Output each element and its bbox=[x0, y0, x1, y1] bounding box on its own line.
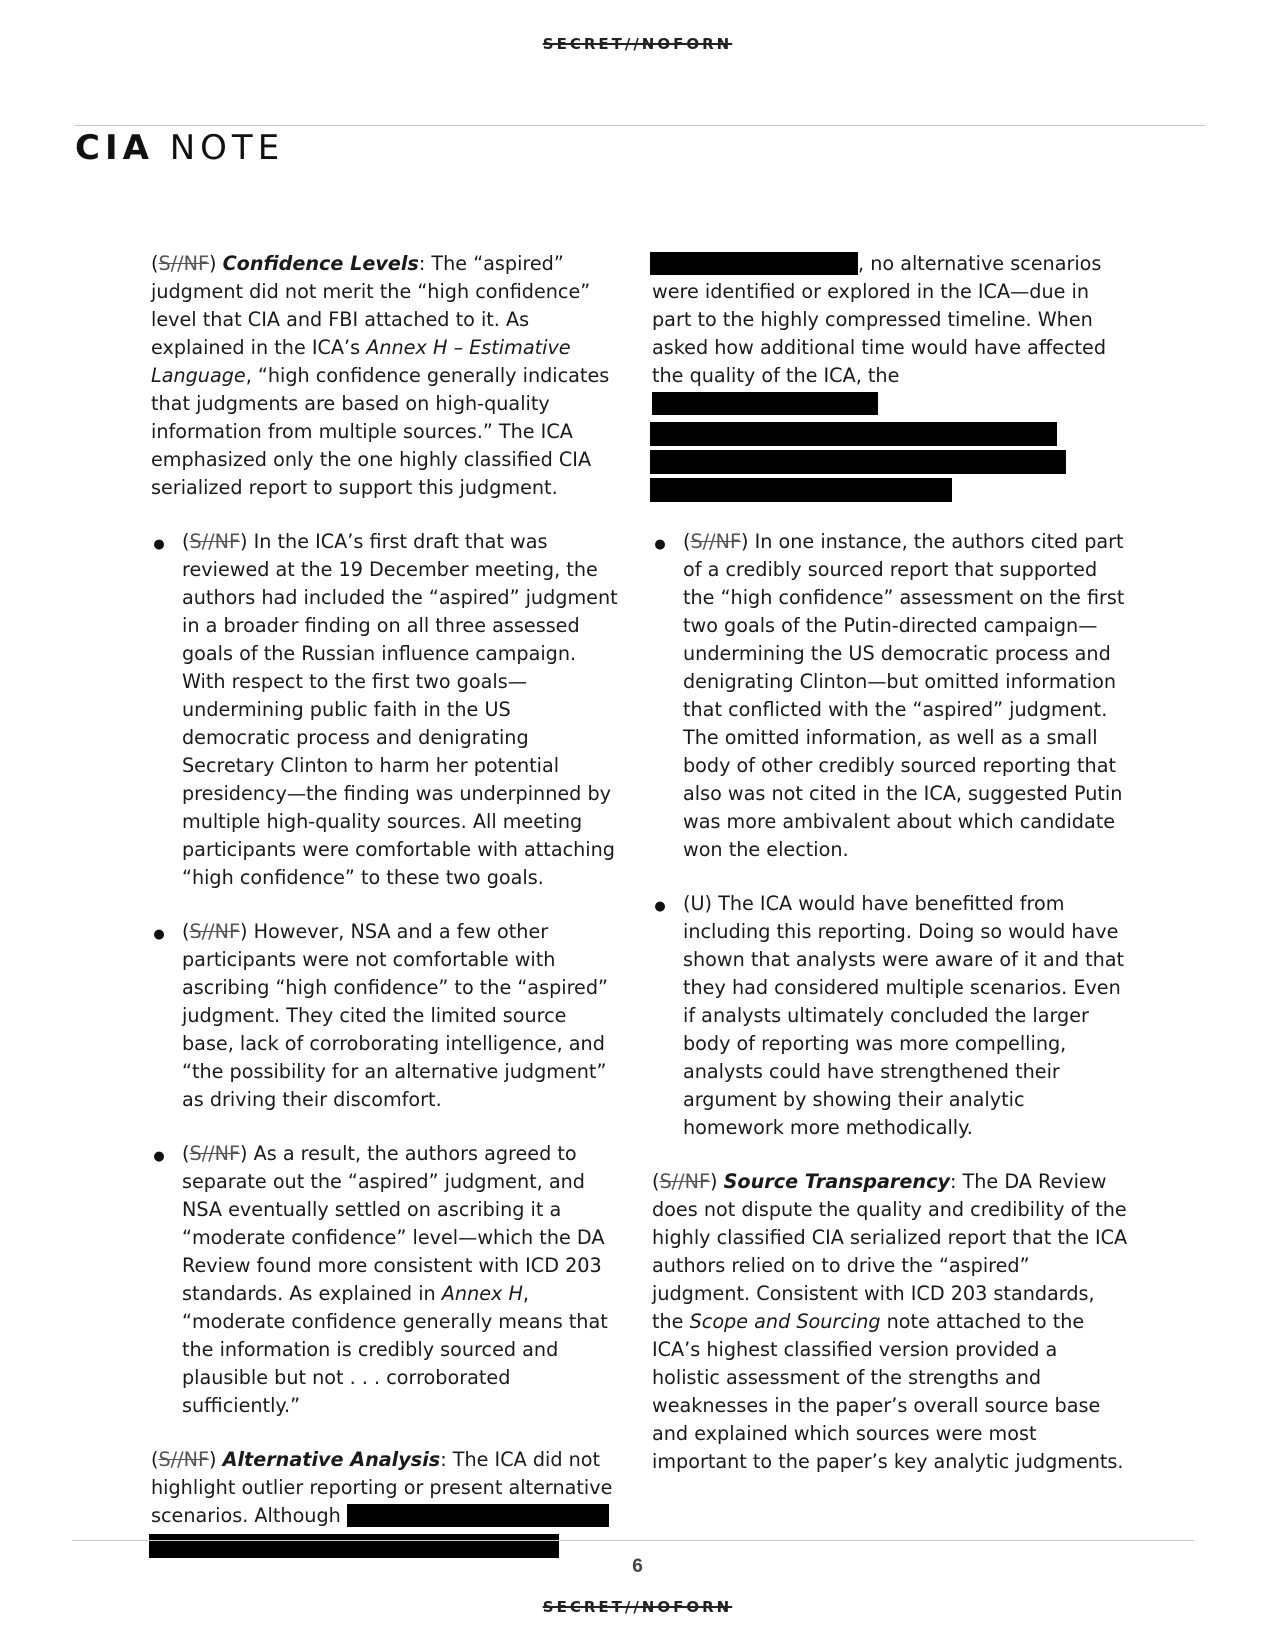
bullet-icon bbox=[151, 1140, 167, 1171]
paragraph-alternative-analysis: (S//NF) Alternative Analysis: The ICA did not highlight outlier reporting or present alternative scenarios. Although bbox=[151, 1446, 623, 1558]
redaction-block bbox=[149, 1534, 559, 1558]
right-column bbox=[652, 250, 1130, 1476]
classification-marking: S//NF bbox=[659, 1170, 710, 1193]
page-title-rest: NOTE bbox=[169, 128, 285, 168]
bullet-icon bbox=[652, 890, 668, 921]
classification-banner-top: SECRET//NOFORN bbox=[542, 35, 733, 53]
paragraph-continuation bbox=[652, 250, 1130, 502]
bullet-text: As a result, the authors agreed to separate out the “aspired” judgment, and NSA eventually settled on ascribing it a “moderate confidence” level—which the DA Review found more consistent with ICD 203 standards. As explained in bbox=[182, 1142, 605, 1305]
bullet-icon bbox=[652, 528, 668, 559]
redaction-block bbox=[650, 478, 952, 502]
page-number: 6 bbox=[632, 1556, 643, 1577]
left-column bbox=[151, 250, 623, 1558]
bullet-icon bbox=[151, 918, 167, 949]
redaction-block bbox=[650, 422, 1057, 446]
bullet-item: ● (S//NF) In the ICA’s first draft that was reviewed at the 19 December meeting, the authors had included the “aspired” judgment in a broader finding on all three assessed goals of the Russian influence campaign. With respect to the first two goals—undermining public faith in the US democratic process and denigrating Secretary Clinton to harm her potential presidency—the finding was underpinned by multiple high-quality sources. All meeting participants were comfortable with attaching “high confidence” to these two goals. bbox=[151, 528, 623, 892]
bullet-text: In one instance, the authors cited part of a credibly sourced report that supported the “high confidence” assessment on the first two goals of the Putin-directed campaign—undermining the US democratic process and denigrating Clinton—but omitted information that conflicted with the “aspired” judgment. The omitted information, as well as a small body of other credibly sourced reporting that also was not cited in the ICA, suggested Putin was more ambivalent about which candidate won the election. bbox=[683, 530, 1125, 861]
bullet-item: ● (S//NF) However, NSA and a few other participants were not comfortable with ascribing “high confidence” to the “aspired” judgment. They cited the limited source base, lack of corroborating intelligence, and “the possibility for an alternative judgment” as driving their discomfort. bbox=[151, 918, 623, 1114]
footer-divider bbox=[72, 1540, 1194, 1541]
page-title bbox=[75, 128, 284, 168]
bullet-item: ● (U) The ICA would have benefitted from including this reporting. Doing so would have shown that analysts were aware of it and that they had considered multiple scenarios. Even if analysts ultimately concluded the larger body of reporting was more compelling, analysts could have strengthened their argument by showing their analytic homework more methodically. bbox=[652, 890, 1130, 1142]
italic-reference: Annex H – Estimative Language bbox=[151, 336, 571, 387]
bullet-text: In the ICA’s first draft that was reviewed at the 19 December meeting, the authors had included the “aspired” judgment in a broader finding on all three assessed goals of the Russian influence campaign. With respect to the first two goals—undermining public faith in the US democratic process and denigrating Secretary Clinton to harm her potential presidency—the finding was underpinned by multiple high-quality sources. All meeting participants were comfortable with attaching “high confidence” to these two goals. bbox=[182, 530, 618, 889]
paragraph-text: , no alternative scenarios were identified or explored in the ICA—due in part to the highly compressed timeline. When asked how additional time would have affected the quality of the ICA, the bbox=[652, 252, 1107, 387]
section-heading: Source Transparency bbox=[723, 1170, 950, 1193]
redaction-block bbox=[652, 392, 878, 415]
bullet-icon bbox=[151, 528, 167, 559]
bullet-text: However, NSA and a few other participants were not comfortable with ascribing “high confidence” to the “aspired” judgment. They cited the limited source base, lack of corroborating intelligence, and “the possibility for an alternative judgment” as driving their discomfort. bbox=[182, 920, 608, 1111]
classification-marking: S//NF bbox=[690, 530, 741, 553]
section-heading: Confidence Levels bbox=[222, 252, 419, 275]
redaction-block bbox=[347, 1504, 609, 1527]
bullet-item: ● (S//NF) As a result, the authors agreed to separate out the “aspired” judgment, and NSA eventually settled on ascribing it a “moderate confidence” level—which the DA Review found more consistent with ICD 203 standards. As explained in Annex H, “moderate confidence generally means that the information is credibly sourced and plausible but not . . . corroborated sufficiently.” bbox=[151, 1140, 623, 1420]
classification-marking: U bbox=[690, 892, 705, 915]
classification-marking: S//NF bbox=[158, 1448, 209, 1471]
bullet-item: ● (S//NF) In one instance, the authors cited part of a credibly sourced report that supported the “high confidence” assessment on the first two goals of the Putin-directed campaign—undermining the US democratic process and denigrating Clinton—but omitted information that conflicted with the “aspired” judgment. The omitted information, as well as a small body of other credibly sourced reporting that also was not cited in the ICA, suggested Putin was more ambivalent about which candidate won the election. bbox=[652, 528, 1130, 864]
paragraph-text: : The DA Review does not dispute the quality and credibility of the highly classified CIA serialized report that the ICA authors relied on to drive the “aspired” judgment. Consistent with ICD 203 standards, the bbox=[652, 1170, 1128, 1333]
paragraph-text: note attached to the ICA’s highest classified version provided a holistic assessment of the strengths and weaknesses in the paper’s overall source base and explained which sources were most important to the paper’s key analytic judgments. bbox=[652, 1310, 1124, 1473]
bullet-text: The ICA would have benefitted from including this reporting. Doing so would have shown that analysts were aware of it and that they had considered multiple scenarios. Even if analysts ultimately concluded the larger body of reporting was more compelling, analysts could have strengthened their argument by showing their analytic homework more methodically. bbox=[683, 892, 1125, 1139]
classification-marking: S//NF bbox=[189, 530, 240, 553]
italic-reference: Scope and Sourcing bbox=[689, 1310, 881, 1333]
section-heading: Alternative Analysis bbox=[222, 1448, 441, 1471]
paragraph-confidence-levels: (S//NF) Confidence Levels: The “aspired” judgment did not merit the “high confidence” level that CIA and FBI attached to it. As explained in the ICA’s Annex H – Estimative Language, “high confidence generally indicates that judgments are based on high-quality information from multiple sources.” The ICA emphasized only the one highly classified CIA serialized report to support this judgment. bbox=[151, 252, 610, 499]
redaction-block bbox=[650, 252, 858, 275]
bullet-text: , “moderate confidence generally means that the information is credibly sourced and plausible but not . . . corroborated sufficiently.” bbox=[182, 1282, 608, 1417]
classification-marking: S//NF bbox=[189, 1142, 240, 1165]
paragraph-text: : The “aspired” judgment did not merit the “high confidence” level that CIA and FBI attached to it. As explained in the ICA’s bbox=[151, 252, 591, 359]
classification-marking: S//NF bbox=[158, 252, 209, 275]
paragraph-text: : The ICA did not highlight outlier reporting or present alternative scenarios. Although bbox=[151, 1448, 613, 1527]
header-divider bbox=[75, 125, 1205, 126]
paragraph-text: , “high confidence generally indicates that judgments are based on high-quality information from multiple sources.” The ICA emphasized only the one highly classified CIA serialized report to support this judgment. bbox=[151, 364, 610, 499]
page-title-bold: CIA bbox=[75, 128, 154, 168]
paragraph-source-transparency: (S//NF) Source Transparency: The DA Review does not dispute the quality and credibility of the highly classified CIA serialized report that the ICA authors relied on to drive the “aspired” judgment. Consistent with ICD 203 standards, the Scope and Sourcing note attached to the ICA’s highest classified version provided a holistic assessment of the strengths and weaknesses in the paper’s overall source base and explained which sources were most important to the paper’s key analytic judgments. bbox=[652, 1170, 1128, 1473]
classification-marking: S//NF bbox=[189, 920, 240, 943]
italic-reference: Annex H bbox=[441, 1282, 523, 1305]
redaction-block bbox=[650, 450, 1066, 474]
classification-banner-bottom: SECRET//NOFORN bbox=[542, 1598, 733, 1616]
